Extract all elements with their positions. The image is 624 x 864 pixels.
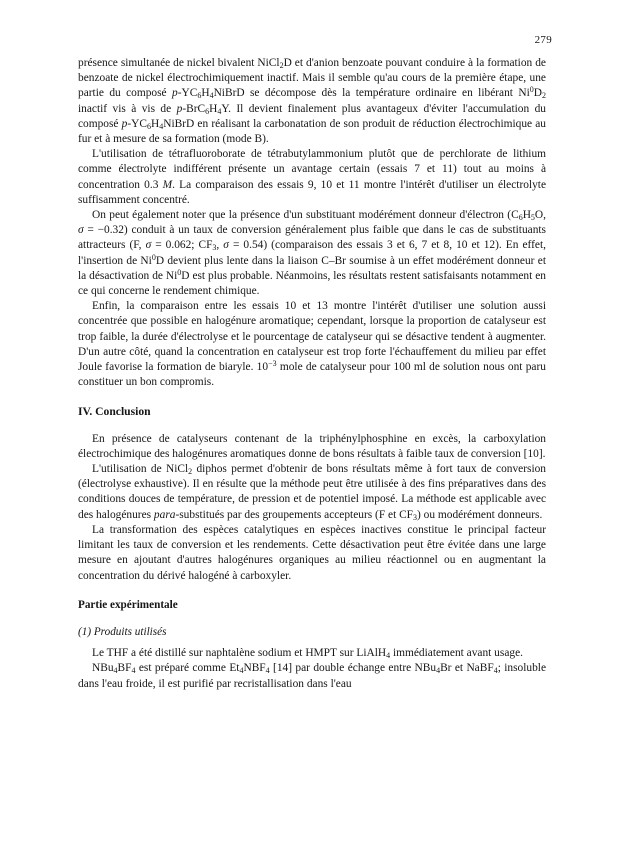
paragraph-4: Enfin, la comparaison entre les essais 10 et 13 montre l'intérêt d'utiliser une solution aussi concentrée que possible en halogénure aromatique; cependant, lorsque la proportion de catalyseur est trop faible, la durée d'électrolyse et le pourcentage de catalyseur qui se désactive tendent à augmenter. D'un autre côté, quand la concentration en catalyseur est trop forte l'échauffement du milieu par effet Joule favorise la formation de biaryle. $10^{-3}$ mole de catalyseur pour 100 ml de solution nous ont paru constituer un bon compromis. [78, 300, 546, 389]
page-body [78, 56, 546, 692]
paragraph-3: On peut également noter que la présence d'un substituant modérément donneur d'électron ($C_6H_5O$, σ = −0.32) conduit à un taux de conversion généralement plus faible que dans le cas de substituants attracteurs (F, σ = 0.062; $CF_3$, σ = 0.54) (comparaison des essais 3 et 6, 7 et 8, 10 et 12). En effet, l'insertion de Ni$^0$D devient plus lente dans la liaison C–Br soumise à un effet modérément donneur et la désactivation de Ni$^0$D est plus probable. Néanmoins, les résultats restent satisfaisants notamment en ce qui concerne le rendement chimique. [78, 209, 546, 298]
conclusion-paragraph-1: En présence de catalyseurs contenant de la triphénylphosphine en excès, la carboxylation électrochimique des halogénures aromatiques donne de bons résultats à faible taux de conversion [10]. [78, 432, 546, 460]
section-heading-conclusion: IV. Conclusion [78, 405, 151, 419]
experimental-heading: Partie expérimentale [78, 598, 178, 611]
experimental-paragraph-1: Le THF a été distillé sur naphtalène sodium et HMPT sur LiAlH$_4$ immédiatement avant usage. [92, 647, 523, 661]
paragraph-2: L'utilisation de tétrafluoroborate de tétrabutylammonium plutôt que de perchlorate de lithium comme électrolyte indifférent présente un avantage certain (essais 7 et 11) tout au moins à concentration 0.3 M. La comparaison des essais 9, 10 et 11 montre l'intérêt d'utiliser un électrolyte suffisamment concentré. [78, 148, 547, 206]
page-number: 279 [534, 34, 552, 46]
conclusion-paragraph-3: La transformation des espèces catalytiques en espèces inactives constitue le principal facteur limitant les taux de conversion et les rendements. Cette désactivation peut être évitée dans une large mesure en ajoutant d'autres halogénures organiques au milieu réactionnel ou en augmentant la concentration du dérivé halogéné à carboxyler. [78, 523, 546, 582]
paragraph-1: présence simultanée de nickel bivalent NiCl$_2$D et d'anion benzoate pouvant conduire à la formation de benzoate de nickel électrochimiquement inactif. Mais il semble qu'au cours de la première étape, une partie du composé $p-YC_6H_4NiBrD$ se décompose dès la température ordinaire en libérant $Ni^0D_2$ inactif vis à vis de $p-BrC_6H_4Y$. Il devient finalement plus avantageux d'éviter l'accumulation du composé $p-YC_6H_4NiBrD$ en réalisant la carbonatation de son produit de réduction électrochimique au fur et à mesure de sa formation (mode B). [78, 57, 546, 146]
products-heading: (1) Produits utilisés [78, 625, 167, 638]
experimental-paragraph-2: $NBu_4BF_4$ est préparé comme $Et_4NBF_4$ [14] par double échange entre NBu$_4$Br et NaBF$_4$; insoluble dans l'eau froide, il est purifié par recristallisation dans l'eau [78, 662, 547, 690]
conclusion-paragraph-2: L'utilisation de NiCl$_2$ diphos permet d'obtenir de bons résultats même à fort taux de conversion (électrolyse exhaustive). Il en résulte que la méthode peut être utilisée à des fins préparatives dans des conditions douces de température, de pression et de potentiel imposé. La méthode est applicable avec des halogénures para-substitués par des groupements accepteurs (F et $CF_3$) ou modérément donneurs. [78, 463, 547, 522]
